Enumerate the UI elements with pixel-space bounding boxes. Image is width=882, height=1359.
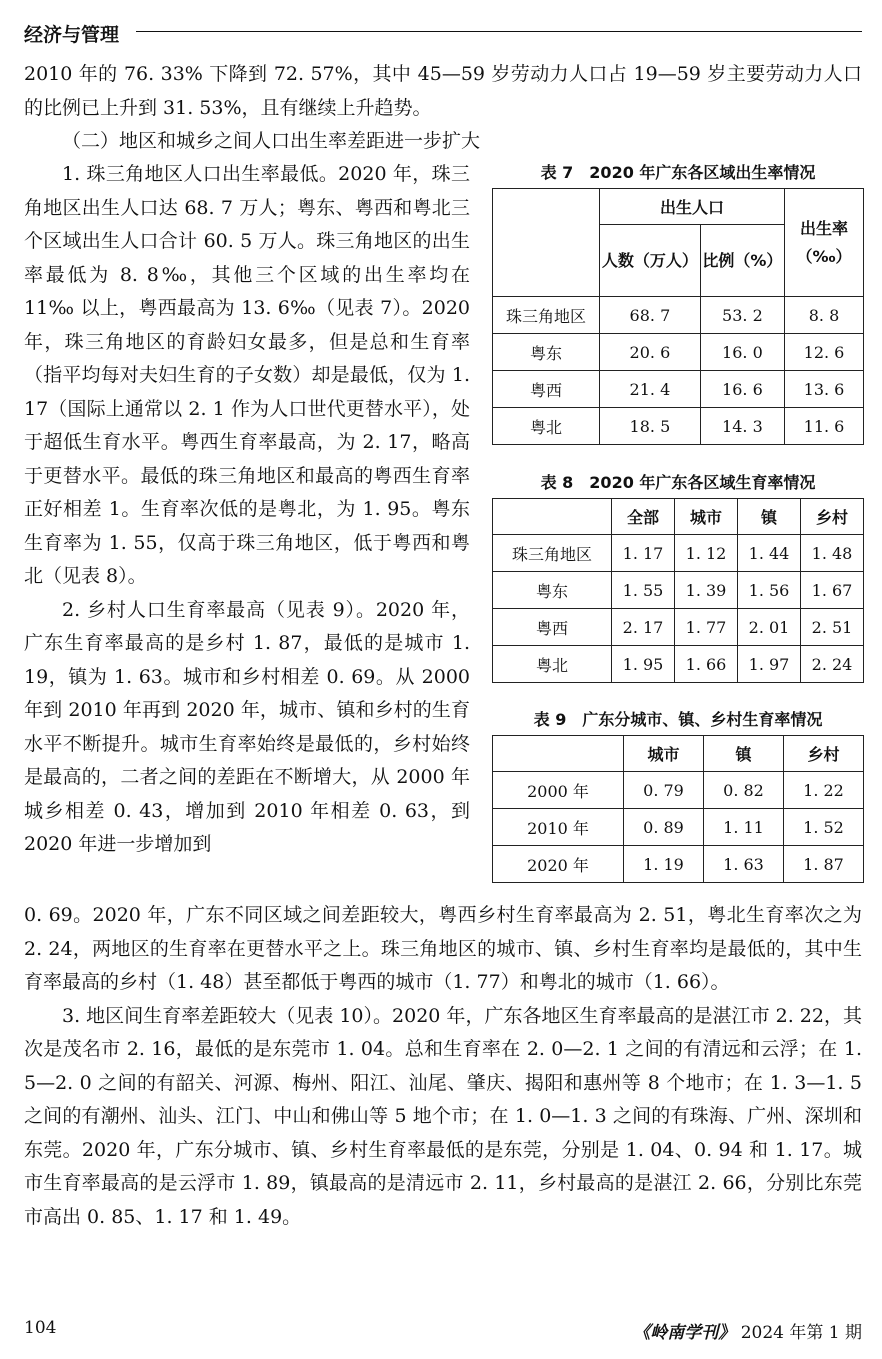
table-9-header: 乡村: [784, 736, 864, 772]
table-7-rate-header: 出生率（‰）: [785, 189, 864, 297]
value-cell: 0. 89: [624, 809, 704, 846]
value-cell: 1. 67: [801, 572, 864, 609]
table-7-corner: [493, 189, 600, 297]
value-cell: 16. 6: [700, 371, 784, 408]
journal-info: [633, 1318, 862, 1343]
table-row: [493, 297, 864, 334]
value-cell: 13. 6: [785, 371, 864, 408]
table-9-title: 表 9 广东分城市、镇、乡村生育率情况: [533, 710, 823, 729]
value-cell: 68. 7: [600, 297, 701, 334]
table-7-group-header: 出生人口: [600, 189, 785, 225]
value-cell: 1. 95: [612, 646, 675, 683]
section-title: 经济与管理: [24, 24, 120, 46]
paragraph-2b: 0. 69。2020 年，广东不同区域之间差距较大，粤西乡村生育率最高为 2. 51，粤北生育率次之为 2. 24，两地区的生育率在更替水平之上。珠三角地区的城市、镇、乡村生育率均是最低的，其中生育率最高的乡村（1. 48）甚至都低于粤西的城市（1. 77）和粤北的城市（1. 66）。: [24, 904, 862, 993]
paragraph-2a: 2. 乡村人口生育率最高（见表 9）。2020 年，广东生育率最高的是乡村 1. 87，最低的是城市 1. 19，镇为 1. 63。城市和乡村相差 0. 69。从 2000 年到 2010 年再到 2020 年，城市、镇和乡村的生育水平不断提升。城市生育率始终是最低的，乡村始终是最高的，二者之间的差距在不断增大，从 2000 年城乡相差 0. 43，增加到 2010 年相差 0. 63，到 2020 年进一步增加到: [24, 598, 470, 855]
paragraph-intro: 2010 年的 76. 33% 下降到 72. 57%，其中 45—59 岁劳动力人口占 19—59 岁主要劳动力人口的比例已上升到 31. 53%，且有继续上升趋势。: [24, 63, 862, 119]
region-cell: 珠三角地区: [493, 297, 600, 334]
value-cell: 1. 39: [675, 572, 738, 609]
value-cell: 1. 12: [675, 535, 738, 572]
table-row: [493, 809, 864, 846]
value-cell: 2. 51: [801, 609, 864, 646]
table-8-header: 全部: [612, 499, 675, 535]
value-cell: 1. 77: [675, 609, 738, 646]
value-cell: 0. 79: [624, 772, 704, 809]
value-cell: 2. 17: [612, 609, 675, 646]
value-cell: 1. 22: [784, 772, 864, 809]
region-cell: 粤东: [493, 572, 612, 609]
table-8-corner: [493, 499, 612, 535]
value-cell: 1. 63: [704, 846, 784, 883]
table-row: [493, 334, 864, 371]
table-row: [493, 646, 864, 683]
region-cell: 粤北: [493, 646, 612, 683]
region-cell: 粤西: [493, 609, 612, 646]
region-cell: 粤西: [493, 371, 600, 408]
header-rule: [136, 31, 862, 32]
table-row: [493, 609, 864, 646]
page-header: [24, 18, 862, 46]
year-cell: 2000 年: [493, 772, 624, 809]
journal-title: 《岭南学刊》: [633, 1323, 736, 1343]
value-cell: 1. 19: [624, 846, 704, 883]
value-cell: 1. 55: [612, 572, 675, 609]
value-cell: 1. 97: [738, 646, 801, 683]
table-7-grid: [492, 188, 864, 445]
value-cell: 16. 0: [700, 334, 784, 371]
narrow-column: [24, 158, 470, 862]
value-cell: 18. 5: [600, 408, 701, 445]
paragraph-1: 1. 珠三角地区人口出生率最低。2020 年，珠三角地区出生人口达 68. 7 万人；粤东、粤西和粤北三个区域出生人口合计 60. 5 万人。珠三角地区的出生率最低为 8. 8‰，其他三个区域的出生率均在 11‰ 以上，粤西最高为 13. 6‰（见表 7）。2020 年，珠三角地区的育龄妇女最多，但是总和生育率（指平均每对夫妇生育的子女数）却是最低，仅为 1. 17（国际上通常以 2. 1 作为人口世代更替水平），处于超低生育水平。粤西生育率最高，为 2. 17，略高于更替水平。最低的珠三角地区和最高的粤西生育率正好相差 1。生育率次低的是粤北，为 1. 95。粤东生育率为 1. 55，仅高于珠三角地区，低于粤西和粤北（见表 8）。: [24, 163, 470, 587]
year-cell: 2020 年: [493, 846, 624, 883]
value-cell: 1. 48: [801, 535, 864, 572]
section-heading: （二）地区和城乡之间人口出生率差距进一步扩大: [62, 130, 481, 152]
value-cell: 1. 17: [612, 535, 675, 572]
region-cell: 粤北: [493, 408, 600, 445]
year-cell: 2010 年: [493, 809, 624, 846]
table-8-title: 表 8 2020 年广东各区域生育率情况: [540, 473, 816, 492]
table-8: [492, 468, 864, 683]
value-cell: 14. 3: [700, 408, 784, 445]
value-cell: 1. 11: [704, 809, 784, 846]
value-cell: 1. 66: [675, 646, 738, 683]
page-footer: [24, 1318, 862, 1346]
table-8-grid: [492, 498, 864, 683]
value-cell: 20. 6: [600, 334, 701, 371]
value-cell: 12. 6: [785, 334, 864, 371]
value-cell: 8. 8: [785, 297, 864, 334]
table-9-header: 城市: [624, 736, 704, 772]
table-row: [493, 772, 864, 809]
value-cell: 1. 56: [738, 572, 801, 609]
table-7-title: 表 7 2020 年广东各区域出生率情况: [540, 163, 816, 182]
full-column: [24, 899, 862, 1234]
value-cell: 11. 6: [785, 408, 864, 445]
table-row: [493, 572, 864, 609]
value-cell: 0. 82: [704, 772, 784, 809]
table-7-count-header: 人数（万人）: [600, 225, 701, 297]
value-cell: 1. 44: [738, 535, 801, 572]
table-7: [492, 158, 864, 445]
value-cell: 2. 01: [738, 609, 801, 646]
region-cell: 粤东: [493, 334, 600, 371]
journal-issue: 2024 年第 1 期: [740, 1323, 862, 1343]
value-cell: 1. 87: [784, 846, 864, 883]
table-9: [492, 705, 864, 883]
value-cell: 1. 52: [784, 809, 864, 846]
table-8-header: 乡村: [801, 499, 864, 535]
table-9-grid: [492, 735, 864, 883]
value-cell: 2. 24: [801, 646, 864, 683]
table-9-header: 镇: [704, 736, 784, 772]
region-cell: 珠三角地区: [493, 535, 612, 572]
intro-block: [24, 58, 862, 159]
table-row: [493, 846, 864, 883]
paragraph-3: 3. 地区间生育率差距较大（见表 10）。2020 年，广东各地区生育率最高的是湛江市 2. 22，其次是茂名市 2. 16，最低的是东莞市 1. 04。总和生育率在 2. 0—2. 1 之间的有清远和云浮；在 1. 5—2. 0 之间的有韶关、河源、梅州、阳江、汕尾、肇庆、揭阳和惠州等 8 个地市；在 1. 3—1. 5 之间的有潮州、汕头、江门、中山和佛山等 5 地个市；在 1. 0—1. 3 之间的有珠海、广州、深圳和东莞。2020 年，广东分城市、镇、乡村生育率最低的是东莞，分别是 1. 04、0. 94 和 1. 17。城市生育率最高的是云浮市 1. 89，镇最高的是清远市 2. 11，乡村最高的是湛江 2. 66，分别比东莞市高出 0. 85、1. 17 和 1. 49。: [24, 1004, 862, 1228]
page-number: 104: [24, 1318, 57, 1338]
table-row: [493, 535, 864, 572]
table-7-ratio-header: 比例（%）: [700, 225, 784, 297]
value-cell: 21. 4: [600, 371, 701, 408]
table-row: [493, 408, 864, 445]
value-cell: 53. 2: [700, 297, 784, 334]
table-8-header: 镇: [738, 499, 801, 535]
table-9-corner: [493, 736, 624, 772]
table-row: [493, 371, 864, 408]
table-8-header: 城市: [675, 499, 738, 535]
